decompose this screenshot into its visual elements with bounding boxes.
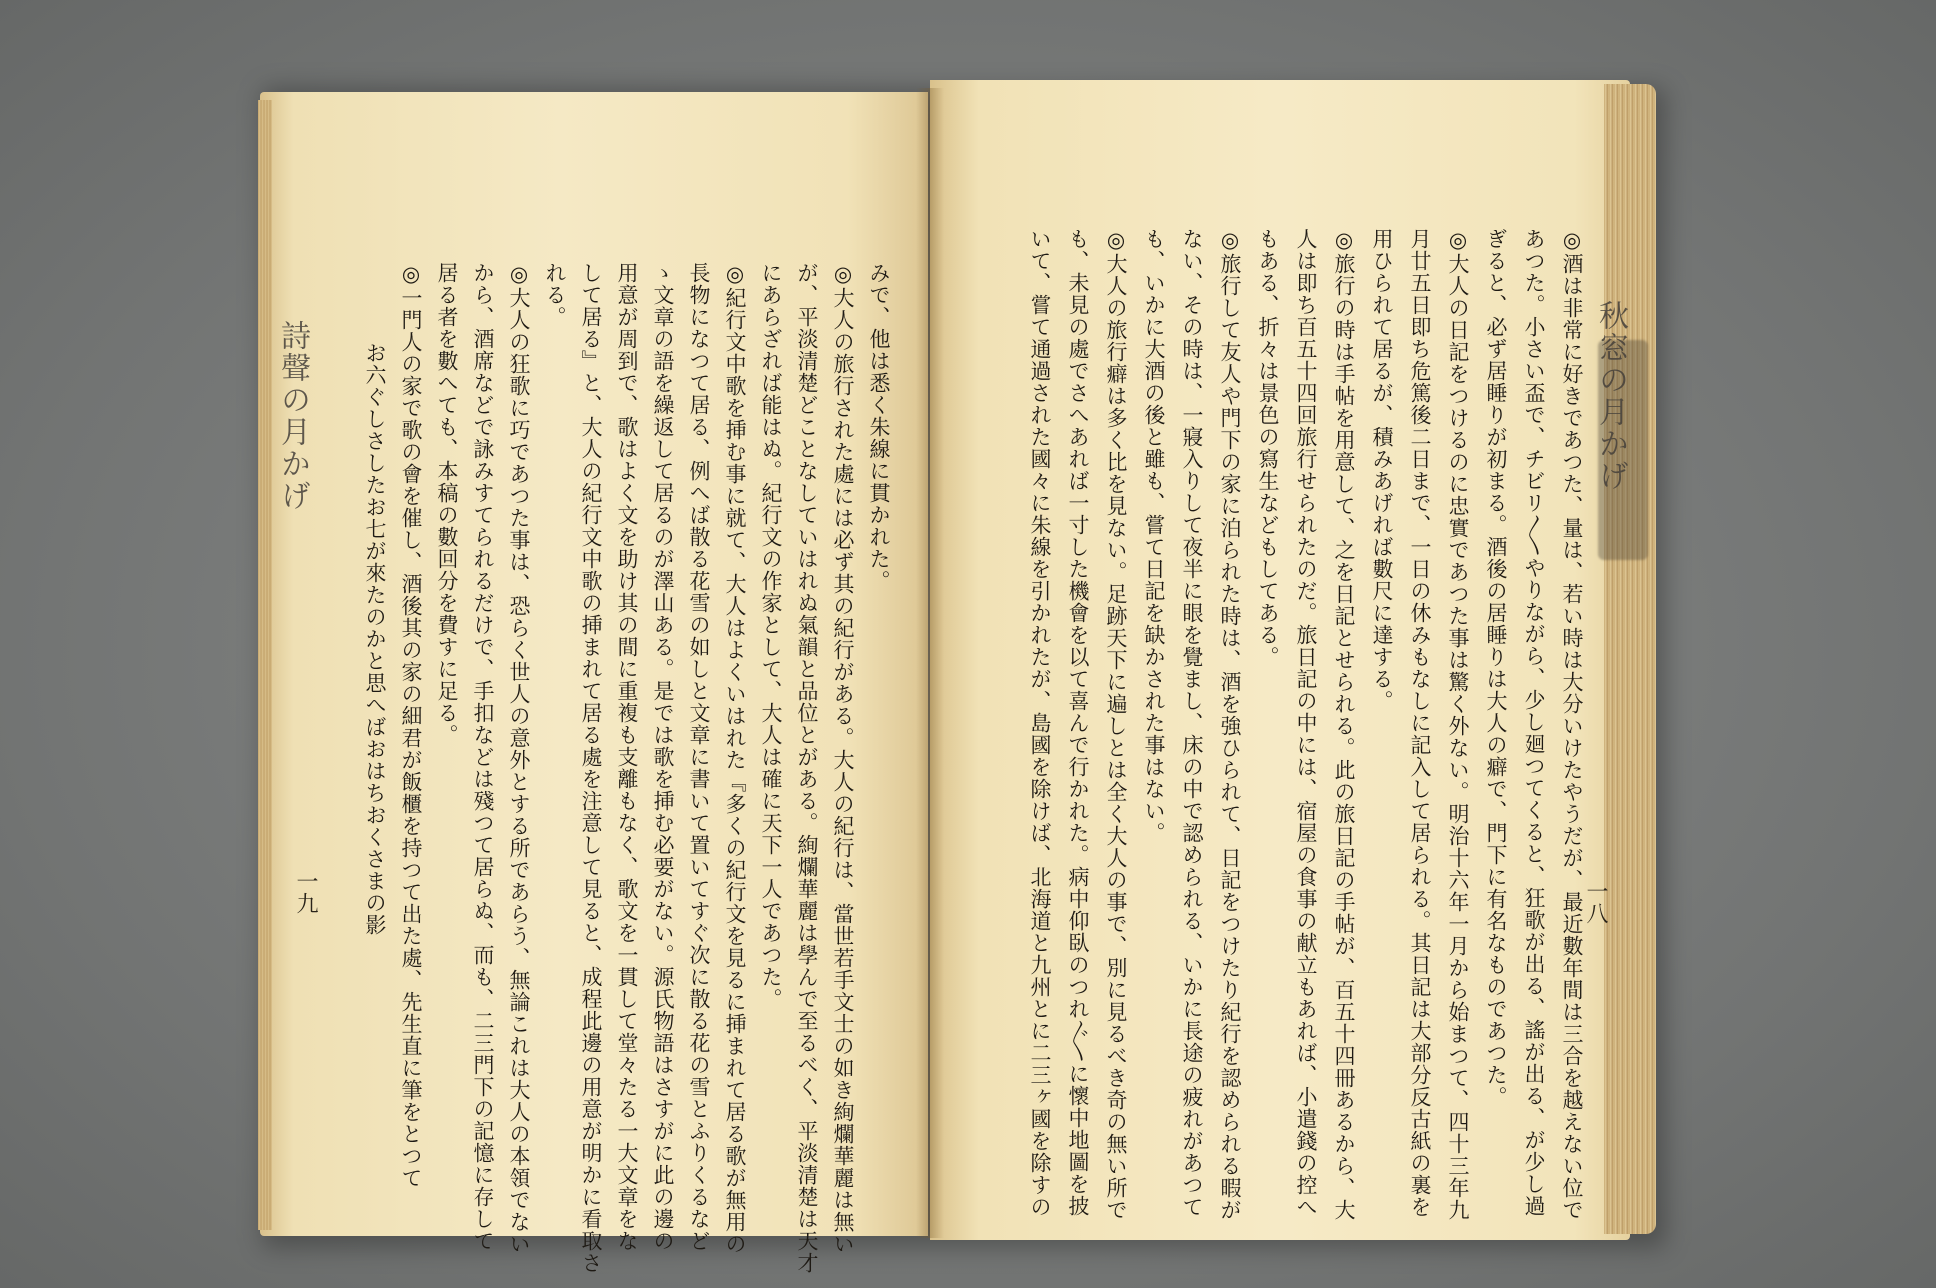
text-column: ◎一門人の家で歌の會を催し、酒後其の家の細君が飯櫃を持つて出た處、先生直に筆をとつて: [399, 262, 423, 1189]
right-page-edges: [1604, 84, 1656, 1234]
text-column: も、いかに大酒の後と雖も、嘗て日記を缺かされた事はない。: [1142, 228, 1166, 844]
right-page-text: [970, 228, 1590, 1221]
text-column: あつた。小さい盃で、チビリ〳〵やりながら、少し廻つてくると、狂歌が出る、謠が出る、が少し過: [1522, 228, 1546, 1217]
text-column: 長物になつて居る、例へば散る花雪の如しと文章に書いて置いてすぐ次に散る花の雪とふりくるなど: [687, 262, 711, 1252]
text-column: いて、嘗て通過された國々に朱線を引かれたが、島國を除けば、北海道と九州とに二三ヶ國を除すの: [1028, 228, 1052, 1218]
left-page-text: [340, 262, 900, 1274]
text-column: 用ひられて居るが、積みあげれば數尺に達する。: [1370, 228, 1394, 712]
text-column: お六ぐしさしたお七が來たのかと思へばおはちおくさまの影: [363, 342, 387, 936]
text-column: ◎大人の旅行癖は多く比を見ない。足跡天下に遍しとは全く大人の事で、別に見るべき奇の無い所で: [1104, 228, 1128, 1221]
text-column: ◎旅行の時は手帖を用意して、之を日記とせられる。此の旅日記の手帖が、百五十四冊あるから、大: [1332, 228, 1356, 1221]
right-page-number: 一八: [1583, 880, 1608, 924]
text-column: ◎紀行文中歌を挿む事に就て、大人はよくいはれた『多くの紀行文を見るに挿まれて居る歌が無用の: [723, 262, 747, 1255]
text-column: ◎大人の狂歌に巧であつた事は、恐らく世人の意外とする所であらう、無論これは大人の本領でない: [507, 262, 531, 1255]
left-running-head: 詩聲の月かげ: [275, 320, 310, 512]
text-column: 人は即ち百五十四回旅行せられたのだ。旅日記の中には、宿屋の食事の献立もあれば、小遣錢の控へ: [1294, 228, 1318, 1218]
text-column: れる。: [543, 262, 567, 328]
text-column: から、酒席などで詠みすてられるだけで、手扣などは殘つて居らぬ、而も、二三門下の記憶に存して: [471, 262, 495, 1252]
text-column: して居る』と、大人の紀行文中歌の挿まれて居る處を注意して見ると、成程此邊の用意が明かに看取さ: [579, 262, 603, 1274]
text-column: 用意が周到で、歌はよく文を助け其の間に重複も支離もなく、歌文を一貫して堂々たる一大文章をな: [615, 262, 639, 1252]
text-column: にあらざれば能はぬ。紀行文の作家として、大人は確に天下一人であつた。: [759, 262, 783, 1010]
text-column: ゝ文章の語を繰返して居るのが澤山ある。是では歌を挿む必要がない。源氏物語はさすがに此の邊の: [651, 262, 675, 1252]
text-column: ない、その時は、一寢入りして夜半に眼を覺まし、床の中で認められる、いかに長途の疲れがあつて: [1180, 228, 1204, 1218]
left-page-number: 一九: [293, 870, 318, 914]
text-column: ◎旅行して友人や門下の家に泊られた時は、酒を強ひられて、日記をつけたり紀行を認められる暇が: [1218, 228, 1242, 1221]
text-column: ◎酒は非常に好きであつた、量は、若い時は大分いけたやうだが、最近數年間は三合を越えない位で: [1560, 228, 1584, 1221]
text-column: 居る者を數へても、本稿の數回分を費すに足る。: [435, 262, 459, 746]
right-running-head: 秋窓の月かげ: [1593, 300, 1628, 492]
text-column: 月廿五日即ち危篤後二日まで、一日の休みもなしに記入して居られる。其日記は大部分反古紙の裏を: [1408, 228, 1432, 1218]
text-column: ◎大人の日記をつけるのに忠實であつた事は驚く外ない。明治十六年一月から始まつて、四十三年九: [1446, 228, 1470, 1221]
text-column: もある、折々は景色の寫生などもしてある。: [1256, 228, 1280, 668]
text-column: も、未見の處でさへあれば一寸した機會を以て喜んで行かれた。病中仰臥のつれ〴〵に懷中地圖を披: [1066, 228, 1090, 1217]
text-column: みで、他は悉く朱線に貫かれた。: [867, 262, 891, 592]
text-column: ◎大人の旅行された處には必ず其の紀行がある。大人の紀行は、當世若手文士の如き絢爛華麗は無い: [831, 262, 855, 1255]
book-gutter: [916, 88, 944, 1238]
text-column: が、平淡清楚どことなしていはれぬ氣韻と品位とがある。絢爛華麗は學んで至るべく、平淡清楚は天才: [795, 262, 819, 1274]
left-page-edges: [258, 100, 272, 1230]
text-column: ぎると、必ず居睡りが初まる。酒後の居睡りは大人の癖で、門下に有名なものであつた。: [1484, 228, 1508, 1108]
